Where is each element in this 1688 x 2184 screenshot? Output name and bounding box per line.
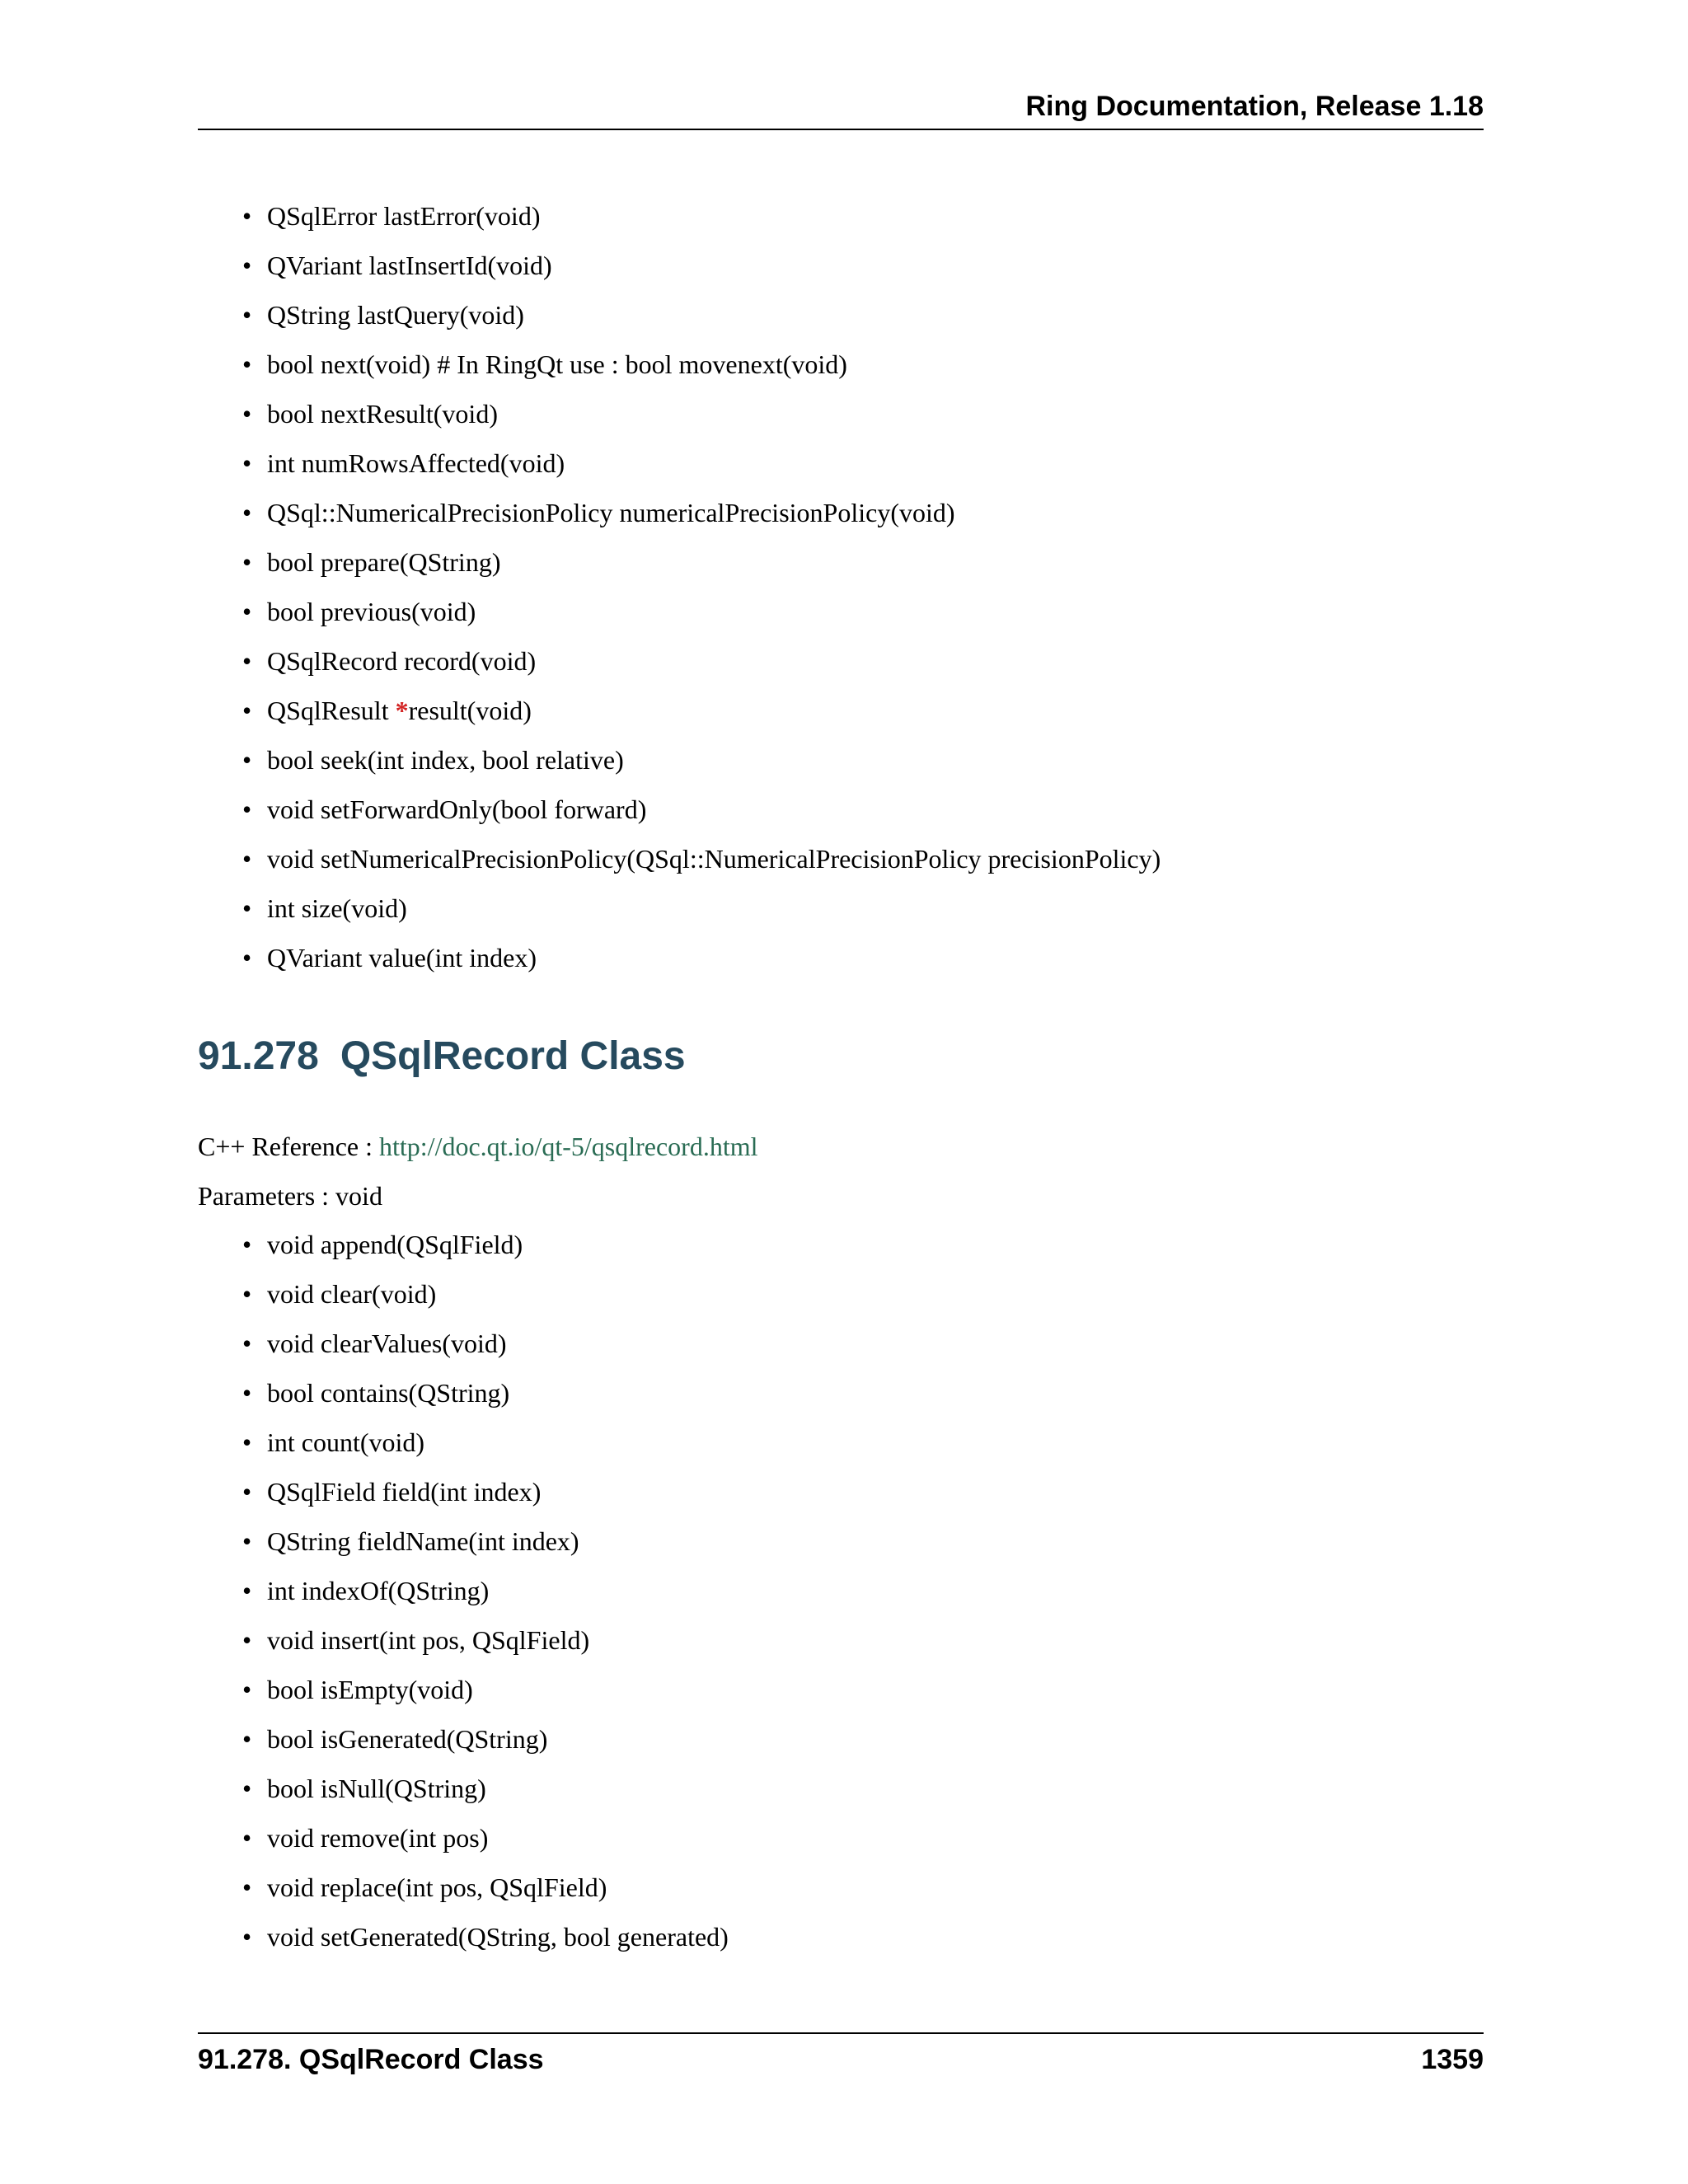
bullet-icon: • [242,399,252,429]
bullet-icon: • [242,1526,252,1556]
bullet-icon: • [242,1230,252,1259]
method-text: QSqlField field(int index) [267,1477,542,1507]
method-text: int size(void) [267,893,407,923]
method-text: void setGenerated(QString, bool generated) [267,1922,729,1952]
bullet-icon: • [242,251,252,280]
method-text: bool nextResult(void) [267,399,498,429]
method-text: void insert(int pos, QSqlField) [267,1625,590,1655]
bullet-icon: • [242,1724,252,1754]
bullet-icon: • [242,1576,252,1605]
bullet-icon: • [242,1477,252,1507]
bullet-icon: • [242,349,252,379]
list-item [242,1764,729,1813]
bullet-icon: • [242,1279,252,1309]
list-item [242,1269,729,1319]
bullet-icon: • [242,1872,252,1902]
cpp-reference [198,1130,758,1163]
method-text: void replace(int pos, QSqlField) [267,1872,607,1902]
list-item [242,1665,729,1714]
section-number: 91.278 [198,1034,319,1078]
list-item [242,1319,729,1368]
method-text: bool isGenerated(QString) [267,1724,548,1754]
list-item [242,191,1160,241]
list-item [242,933,1160,982]
method-text: QString fieldName(int index) [267,1526,579,1556]
section-title [198,1032,686,1081]
list-item [242,1368,729,1418]
method-text: void clearValues(void) [267,1329,507,1358]
bullet-icon: • [242,696,252,725]
list-item [242,1912,729,1961]
list-item [242,537,1160,587]
page-number: 1359 [1421,2044,1484,2075]
list-item [242,735,1160,785]
list-item [242,1714,729,1764]
list-item [242,834,1160,883]
bullet-icon: • [242,1774,252,1803]
bullet-icon: • [242,1675,252,1704]
list-item [242,1418,729,1467]
bullet-icon: • [242,547,252,577]
method-text: bool prepare(QString) [267,547,501,577]
method-text: QSqlError lastError(void) [267,201,541,231]
parameters-line: Parameters : void [198,1181,382,1211]
cpp-reference-label: C++ Reference : [198,1132,379,1161]
method-text: void clear(void) [267,1279,437,1309]
list-item [242,1566,729,1615]
list-item [242,340,1160,389]
list-item [242,686,1160,735]
method-text: void remove(int pos) [267,1823,489,1853]
bullet-icon: • [242,646,252,676]
method-list-qsqlquery [242,191,1160,982]
method-text: QSqlResult [267,696,396,725]
list-item [242,1813,729,1863]
method-text: bool next(void) # In RingQt use : bool movenext(void) [267,349,847,379]
list-item [242,1516,729,1566]
method-text: bool previous(void) [267,597,476,626]
bullet-icon: • [242,1823,252,1853]
bullet-icon: • [242,893,252,923]
list-item [242,438,1160,488]
method-text: void setNumericalPrecisionPolicy(QSql::NumericalPrecisionPolicy precisionPolicy) [267,844,1161,874]
list-item [242,1863,729,1912]
bullet-icon: • [242,794,252,824]
method-text: result(void) [408,696,532,725]
list-item [242,636,1160,686]
method-text: void setForwardOnly(bool forward) [267,794,647,824]
section-name: QSqlRecord Class [340,1034,686,1078]
list-item [242,389,1160,438]
bullet-icon: • [242,1329,252,1358]
method-text: bool seek(int index, bool relative) [267,745,624,775]
method-text: int count(void) [267,1427,425,1457]
method-text: bool contains(QString) [267,1378,510,1408]
cpp-reference-link[interactable]: http://doc.qt.io/qt-5/qsqlrecord.html [379,1132,758,1161]
list-item [242,290,1160,340]
list-item [242,1220,729,1269]
bullet-icon: • [242,448,252,478]
method-text: QVariant lastInsertId(void) [267,251,552,280]
list-item [242,1467,729,1516]
list-item [242,1615,729,1665]
method-text: QSqlRecord record(void) [267,646,537,676]
list-item [242,587,1160,636]
method-text: bool isEmpty(void) [267,1675,473,1704]
method-text: int indexOf(QString) [267,1576,490,1605]
pointer-star: * [395,696,409,725]
bullet-icon: • [242,1378,252,1408]
method-text: QString lastQuery(void) [267,300,524,330]
running-footer [198,2032,1484,2085]
bullet-icon: • [242,844,252,874]
header-title: Ring Documentation, Release 1.18 [1025,91,1484,122]
method-list-qsqlrecord [242,1220,729,1961]
list-item [242,241,1160,290]
list-item [242,883,1160,933]
list-item [242,488,1160,537]
method-text: int numRowsAffected(void) [267,448,565,478]
bullet-icon: • [242,1625,252,1655]
method-text: QVariant value(int index) [267,943,537,972]
bullet-icon: • [242,745,252,775]
method-text: QSql::NumericalPrecisionPolicy numericalPrecisionPolicy(void) [267,498,955,527]
footer-section: 91.278. QSqlRecord Class [198,2044,544,2075]
list-item [242,785,1160,834]
bullet-icon: • [242,1427,252,1457]
bullet-icon: • [242,498,252,527]
running-header [198,92,1484,130]
bullet-icon: • [242,201,252,231]
bullet-icon: • [242,943,252,972]
bullet-icon: • [242,300,252,330]
bullet-icon: • [242,597,252,626]
bullet-icon: • [242,1922,252,1952]
method-text: void append(QSqlField) [267,1230,523,1259]
method-text: bool isNull(QString) [267,1774,486,1803]
